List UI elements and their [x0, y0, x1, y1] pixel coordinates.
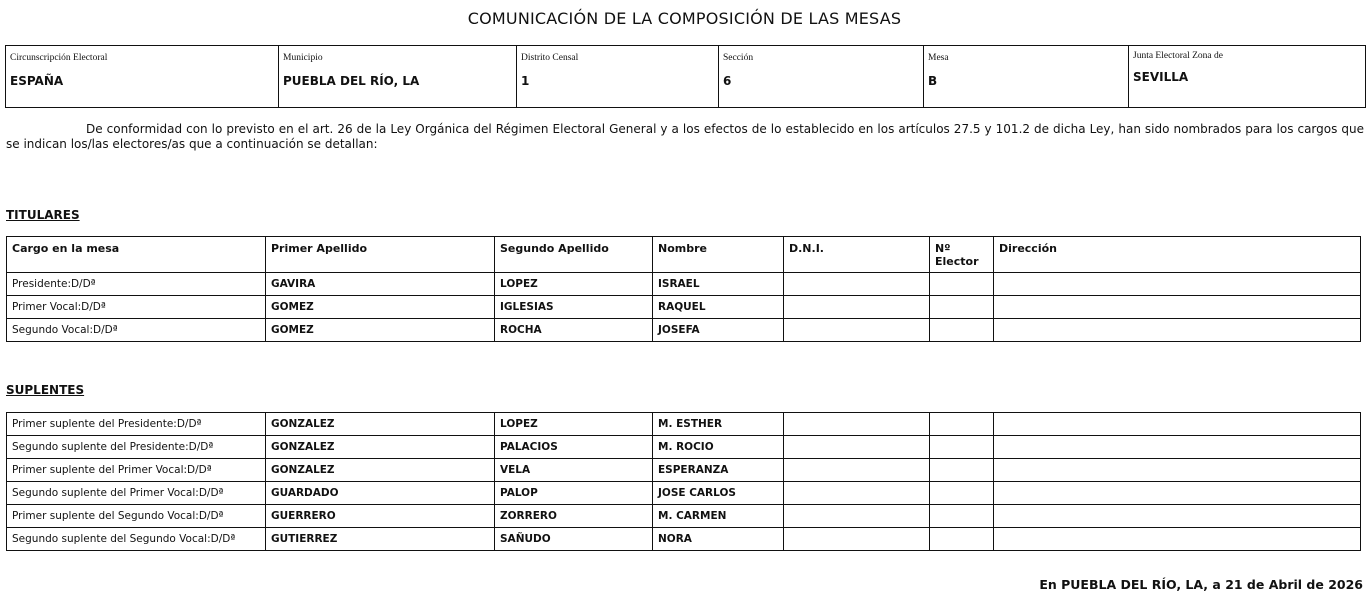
table-row	[7, 528, 1361, 551]
nombre-cell: ESPERANZA	[653, 459, 784, 482]
direccion-cell	[994, 528, 1361, 551]
dni-cell	[784, 482, 930, 505]
apellido2-cell: PALACIOS	[495, 436, 653, 459]
col-direccion: Dirección	[994, 237, 1361, 273]
intro-paragraph: De conformidad con lo previsto en el art. 26 de la Ley Orgánica del Régimen Electoral General y a los efectos de lo establecido en los artículos 27.5 y 101.2 de dicha Ley, han sido nombrados para los cargos que se indican los/las electores/as que a continuación se detallan:	[6, 122, 1364, 151]
col-dni: D.N.I.	[784, 237, 930, 273]
dni-cell	[784, 528, 930, 551]
direccion-cell	[994, 482, 1361, 505]
cargo-cell: Primer suplente del Segundo Vocal:D/Dª	[7, 505, 266, 528]
elector-cell	[930, 319, 994, 342]
apellido2-cell: PALOP	[495, 482, 653, 505]
titulares-heading: TITULARES	[6, 208, 80, 222]
cargo-cell: Segundo suplente del Presidente:D/Dª	[7, 436, 266, 459]
distrito-cell	[517, 46, 719, 108]
apellido1-cell: GUARDADO	[266, 482, 495, 505]
col-elector: Nº Elector	[930, 237, 994, 273]
table-row	[7, 296, 1361, 319]
elector-cell	[930, 528, 994, 551]
elector-cell	[930, 482, 994, 505]
table-row	[7, 273, 1361, 296]
junta-label: Junta Electoral Zona de	[1133, 51, 1223, 61]
elector-cell	[930, 505, 994, 528]
nombre-cell: NORA	[653, 528, 784, 551]
document-title: COMUNICACIÓN DE LA COMPOSICIÓN DE LAS MESAS	[467, 9, 902, 28]
junta-cell	[1129, 46, 1366, 108]
dni-cell	[784, 505, 930, 528]
suplentes-table	[6, 412, 1361, 551]
cargo-cell: Primer Vocal:D/Dª	[7, 296, 266, 319]
header-info-table	[5, 45, 1366, 108]
nombre-cell: RAQUEL	[653, 296, 784, 319]
dni-cell	[784, 319, 930, 342]
table-row	[7, 436, 1361, 459]
direccion-cell	[994, 319, 1361, 342]
elector-cell	[930, 413, 994, 436]
titulares-header-row	[7, 237, 1361, 273]
apellido2-cell: VELA	[495, 459, 653, 482]
dni-cell	[784, 296, 930, 319]
elector-cell	[930, 436, 994, 459]
circunscripcion-label: Circunscripción Electoral	[10, 53, 108, 63]
dni-cell	[784, 273, 930, 296]
direccion-cell	[994, 459, 1361, 482]
table-row	[7, 413, 1361, 436]
direccion-cell	[994, 413, 1361, 436]
direccion-cell	[994, 505, 1361, 528]
elector-cell	[930, 459, 994, 482]
nombre-cell: JOSE CARLOS	[653, 482, 784, 505]
apellido1-cell: GONZALEZ	[266, 459, 495, 482]
apellido2-cell: IGLESIAS	[495, 296, 653, 319]
titulares-table	[6, 236, 1361, 342]
elector-cell	[930, 273, 994, 296]
nombre-cell: ISRAEL	[653, 273, 784, 296]
seccion-cell	[719, 46, 924, 108]
dni-cell	[784, 413, 930, 436]
municipio-label: Municipio	[283, 53, 323, 63]
municipio-cell	[279, 46, 517, 108]
junta-value: SEVILLA	[1133, 70, 1189, 84]
mesa-value: B	[928, 74, 938, 88]
col-primer-apellido: Primer Apellido	[266, 237, 495, 273]
cargo-cell: Segundo suplente del Segundo Vocal:D/Dª	[7, 528, 266, 551]
col-nombre: Nombre	[653, 237, 784, 273]
apellido2-cell: ZORRERO	[495, 505, 653, 528]
apellido2-cell: LOPEZ	[495, 413, 653, 436]
direccion-cell	[994, 273, 1361, 296]
direccion-cell	[994, 296, 1361, 319]
apellido1-cell: GONZALEZ	[266, 413, 495, 436]
apellido1-cell: GOMEZ	[266, 296, 495, 319]
cargo-cell: Segundo Vocal:D/Dª	[7, 319, 266, 342]
nombre-cell: M. ROCIO	[653, 436, 784, 459]
col-segundo-apellido: Segundo Apellido	[495, 237, 653, 273]
cargo-cell: Primer suplente del Primer Vocal:D/Dª	[7, 459, 266, 482]
elector-cell	[930, 296, 994, 319]
footer-place-date: En PUEBLA DEL RÍO, LA, a 21 de Abril de 2026	[1039, 577, 1363, 592]
dni-cell	[784, 459, 930, 482]
suplentes-heading: SUPLENTES	[6, 383, 85, 397]
municipio-value: PUEBLA DEL RÍO, LA	[283, 74, 420, 88]
seccion-value: 6	[723, 74, 732, 88]
nombre-cell: M. ESTHER	[653, 413, 784, 436]
seccion-label: Sección	[723, 53, 754, 63]
mesa-cell	[924, 46, 1129, 108]
apellido1-cell: GUTIERREZ	[266, 528, 495, 551]
apellido1-cell: GAVIRA	[266, 273, 495, 296]
table-row	[7, 505, 1361, 528]
table-row	[7, 459, 1361, 482]
apellido1-cell: GONZALEZ	[266, 436, 495, 459]
nombre-cell: M. CARMEN	[653, 505, 784, 528]
nombre-cell: JOSEFA	[653, 319, 784, 342]
cargo-cell: Primer suplente del Presidente:D/Dª	[7, 413, 266, 436]
apellido2-cell: SAÑUDO	[495, 528, 653, 551]
table-row	[7, 319, 1361, 342]
dni-cell	[784, 436, 930, 459]
circunscripcion-cell	[6, 46, 279, 108]
circunscripcion-value: ESPAÑA	[10, 74, 64, 88]
apellido2-cell: ROCHA	[495, 319, 653, 342]
cargo-cell: Presidente:D/Dª	[7, 273, 266, 296]
direccion-cell	[994, 436, 1361, 459]
apellido2-cell: LOPEZ	[495, 273, 653, 296]
mesa-label: Mesa	[928, 53, 949, 63]
apellido1-cell: GOMEZ	[266, 319, 495, 342]
distrito-value: 1	[521, 74, 530, 88]
col-cargo: Cargo en la mesa	[7, 237, 266, 273]
distrito-label: Distrito Censal	[521, 53, 579, 63]
cargo-cell: Segundo suplente del Primer Vocal:D/Dª	[7, 482, 266, 505]
table-row	[7, 482, 1361, 505]
apellido1-cell: GUERRERO	[266, 505, 495, 528]
